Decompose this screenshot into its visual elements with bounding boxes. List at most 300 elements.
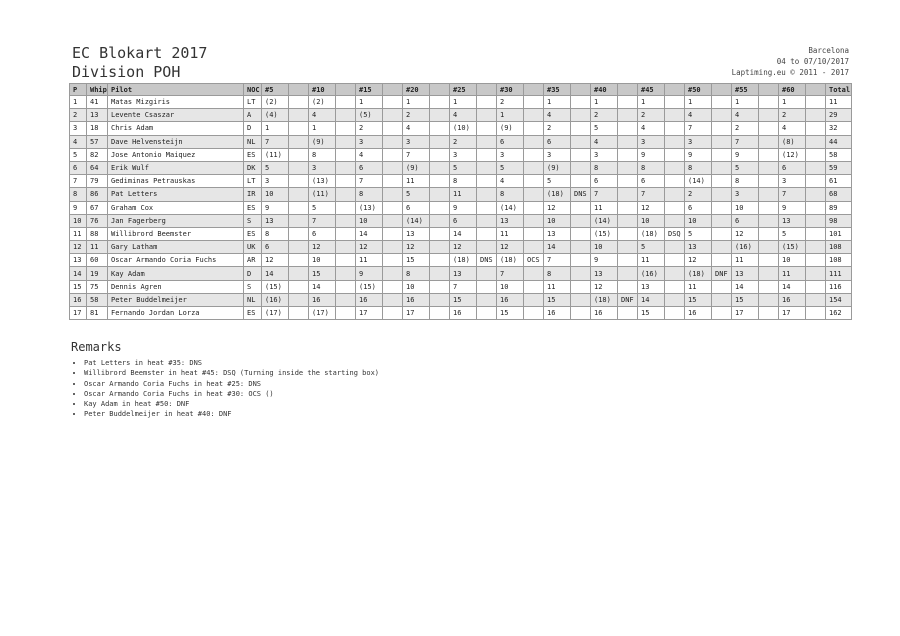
table-cell: 1 (262, 122, 289, 135)
table-cell: 1 (70, 96, 87, 109)
table-cell: 29 (826, 109, 852, 122)
table-cell: 12 (591, 280, 618, 293)
table-cell (571, 214, 591, 227)
table-cell (806, 96, 826, 109)
table-cell (477, 175, 497, 188)
table-cell: (18) (450, 254, 477, 267)
table-cell: 16 (70, 293, 87, 306)
table-cell: OCS (524, 254, 544, 267)
table-cell (289, 161, 309, 174)
table-cell: 9 (685, 148, 712, 161)
table-cell: 3 (638, 135, 665, 148)
table-cell (336, 135, 356, 148)
table-cell: 1 (591, 96, 618, 109)
table-cell (618, 135, 638, 148)
table-cell (712, 122, 732, 135)
table-cell (665, 241, 685, 254)
table-cell (571, 227, 591, 240)
column-header: #20 (403, 84, 430, 96)
table-cell: 5 (685, 227, 712, 240)
results-table (69, 83, 852, 320)
table-cell: 5 (591, 122, 618, 135)
table-cell (430, 307, 450, 320)
table-cell (806, 241, 826, 254)
table-cell: 13 (87, 109, 108, 122)
table-cell (665, 122, 685, 135)
table-cell: 4 (544, 109, 571, 122)
table-cell: 16 (309, 293, 336, 306)
table-cell: 89 (826, 201, 852, 214)
column-header: #50 (685, 84, 712, 96)
table-cell: 3 (779, 175, 806, 188)
table-cell (336, 96, 356, 109)
table-cell: 15 (732, 293, 759, 306)
table-cell: (8) (779, 135, 806, 148)
table-cell: (2) (262, 96, 289, 109)
table-cell: 3 (356, 135, 383, 148)
table-cell: 9 (591, 254, 618, 267)
table-cell (759, 227, 779, 240)
table-cell: 12 (638, 201, 665, 214)
table-cell (759, 135, 779, 148)
column-header (336, 84, 356, 96)
table-cell (336, 161, 356, 174)
table-cell (383, 161, 403, 174)
table-cell: 14 (638, 293, 665, 306)
table-cell (524, 96, 544, 109)
table-cell: 16 (497, 293, 524, 306)
table-row (70, 280, 852, 293)
table-cell: 9 (779, 201, 806, 214)
table-cell: 41 (87, 96, 108, 109)
table-cell (289, 96, 309, 109)
column-header: Pilot (108, 84, 244, 96)
table-cell: 12 (497, 241, 524, 254)
table-cell (806, 214, 826, 227)
table-cell (618, 175, 638, 188)
table-cell (336, 122, 356, 135)
table-cell (665, 254, 685, 267)
table-cell: 9 (450, 201, 477, 214)
table-cell: 1 (497, 109, 524, 122)
column-header: #5 (262, 84, 289, 96)
table-cell: 10 (638, 214, 665, 227)
table-cell: 59 (826, 161, 852, 174)
table-cell: 16 (356, 293, 383, 306)
table-cell: 6 (685, 201, 712, 214)
table-cell (759, 201, 779, 214)
table-cell: 13 (591, 267, 618, 280)
table-cell (477, 214, 497, 227)
table-cell: 16 (450, 307, 477, 320)
table-cell: 10 (544, 214, 571, 227)
table-row (70, 188, 852, 201)
column-header (759, 84, 779, 96)
table-cell (336, 254, 356, 267)
table-cell (477, 148, 497, 161)
table-cell: 7 (309, 214, 336, 227)
table-cell (524, 214, 544, 227)
table-cell: 5 (497, 161, 524, 174)
table-cell: Dennis Agren (108, 280, 244, 293)
column-header: #30 (497, 84, 524, 96)
table-cell (759, 96, 779, 109)
table-cell: 7 (450, 280, 477, 293)
table-cell: 82 (87, 148, 108, 161)
table-cell (618, 280, 638, 293)
table-cell: (18) (591, 293, 618, 306)
table-cell: 17 (403, 307, 430, 320)
table-cell: Willibrord Beemster (108, 227, 244, 240)
table-cell (571, 280, 591, 293)
table-row (70, 161, 852, 174)
table-cell: 7 (544, 254, 571, 267)
table-cell (477, 267, 497, 280)
table-cell (430, 241, 450, 254)
table-cell (383, 109, 403, 122)
table-cell: 4 (779, 122, 806, 135)
table-row (70, 135, 852, 148)
table-cell (806, 267, 826, 280)
column-header (665, 84, 685, 96)
table-cell: 7 (638, 188, 665, 201)
column-header (712, 84, 732, 96)
table-cell: (9) (309, 135, 336, 148)
table-cell (289, 214, 309, 227)
table-cell (712, 307, 732, 320)
column-header (289, 84, 309, 96)
table-cell: 4 (591, 135, 618, 148)
table-cell: 7 (591, 188, 618, 201)
table-cell: ES (244, 307, 262, 320)
table-cell: 10 (685, 214, 712, 227)
table-cell: 15 (544, 293, 571, 306)
table-cell: 13 (732, 267, 759, 280)
table-cell (383, 135, 403, 148)
table-cell (759, 148, 779, 161)
table-cell: 61 (826, 175, 852, 188)
event-title: EC Blokart 2017 (72, 44, 208, 62)
table-cell (383, 188, 403, 201)
remark-item: • Oscar Armando Coria Fuchs in heat #25: DNS (84, 379, 379, 389)
remark-item: • Peter Buddelmeijer in heat #40: DNF (84, 409, 379, 419)
table-cell: 64 (87, 161, 108, 174)
table-cell: 86 (87, 188, 108, 201)
table-cell (524, 135, 544, 148)
column-header (477, 84, 497, 96)
table-cell: (17) (262, 307, 289, 320)
table-cell: 8 (450, 175, 477, 188)
table-cell: Fernando Jordan Lorza (108, 307, 244, 320)
table-cell: 3 (262, 175, 289, 188)
table-cell (571, 109, 591, 122)
table-cell: 76 (87, 214, 108, 227)
column-header: #10 (309, 84, 336, 96)
table-cell: 4 (309, 109, 336, 122)
table-cell (524, 122, 544, 135)
table-cell: (5) (356, 109, 383, 122)
table-cell (383, 307, 403, 320)
table-cell (289, 267, 309, 280)
remarks-heading: Remarks (71, 340, 122, 354)
table-cell: (11) (309, 188, 336, 201)
table-cell: 79 (87, 175, 108, 188)
table-cell: 11 (87, 241, 108, 254)
table-cell: S (244, 214, 262, 227)
table-cell (806, 122, 826, 135)
table-cell (477, 280, 497, 293)
table-cell: 13 (544, 227, 571, 240)
table-cell: (18) (685, 267, 712, 280)
table-cell (665, 214, 685, 227)
table-cell: 57 (87, 135, 108, 148)
table-cell (571, 201, 591, 214)
table-cell: 7 (262, 135, 289, 148)
table-cell (524, 188, 544, 201)
table-cell: ES (244, 227, 262, 240)
table-cell: (10) (450, 122, 477, 135)
table-cell (477, 96, 497, 109)
table-cell (665, 135, 685, 148)
table-cell: 11 (638, 254, 665, 267)
column-header (571, 84, 591, 96)
table-cell: 2 (497, 96, 524, 109)
table-cell: 2 (403, 109, 430, 122)
table-cell (430, 267, 450, 280)
table-cell (524, 109, 544, 122)
table-cell (759, 280, 779, 293)
table-cell (336, 175, 356, 188)
table-cell: 8 (732, 175, 759, 188)
table-cell (618, 161, 638, 174)
table-cell: ES (244, 201, 262, 214)
table-cell (289, 307, 309, 320)
table-cell: (15) (262, 280, 289, 293)
table-cell: 12 (356, 241, 383, 254)
remark-item: • Oscar Armando Coria Fuchs in heat #30: OCS () (84, 389, 379, 399)
table-cell: 1 (356, 96, 383, 109)
table-cell: 10 (356, 214, 383, 227)
table-cell: 3 (70, 122, 87, 135)
column-header (430, 84, 450, 96)
table-cell: 11 (497, 227, 524, 240)
table-cell: 9 (638, 148, 665, 161)
table-cell (618, 254, 638, 267)
table-row (70, 122, 852, 135)
table-cell: (15) (356, 280, 383, 293)
table-cell (477, 135, 497, 148)
table-cell (383, 214, 403, 227)
table-cell: 15 (309, 267, 336, 280)
table-cell: 6 (591, 175, 618, 188)
table-cell: 10 (732, 201, 759, 214)
table-cell (289, 254, 309, 267)
table-cell: 15 (403, 254, 430, 267)
table-cell (618, 227, 638, 240)
table-cell (430, 161, 450, 174)
table-cell: Oscar Armando Coria Fuchs (108, 254, 244, 267)
table-row (70, 96, 852, 109)
table-cell: 4 (70, 135, 87, 148)
table-cell: (4) (262, 109, 289, 122)
table-cell (571, 241, 591, 254)
table-row (70, 254, 852, 267)
table-cell: 1 (732, 96, 759, 109)
table-cell (712, 161, 732, 174)
table-cell (712, 254, 732, 267)
table-cell: 13 (638, 280, 665, 293)
copyright-text: Laptiming.eu © 2011 - 2017 (731, 68, 849, 77)
table-cell: 17 (356, 307, 383, 320)
table-cell (806, 109, 826, 122)
column-header: #55 (732, 84, 759, 96)
table-cell: 6 (544, 135, 571, 148)
table-cell: 108 (826, 241, 852, 254)
table-cell: 15 (638, 307, 665, 320)
table-cell (665, 188, 685, 201)
table-cell (383, 122, 403, 135)
table-cell: Gary Latham (108, 241, 244, 254)
table-cell: (13) (356, 201, 383, 214)
table-cell (759, 188, 779, 201)
table-cell: (12) (779, 148, 806, 161)
table-cell: 3 (544, 148, 571, 161)
table-cell: (15) (591, 227, 618, 240)
table-cell: 7 (70, 175, 87, 188)
table-cell: 12 (685, 254, 712, 267)
table-cell: 10 (262, 188, 289, 201)
table-cell: UK (244, 241, 262, 254)
table-cell: 13 (70, 254, 87, 267)
table-cell: 11 (544, 280, 571, 293)
table-cell: 15 (685, 293, 712, 306)
table-cell: 16 (403, 293, 430, 306)
table-cell: Graham Cox (108, 201, 244, 214)
table-row (70, 293, 852, 306)
table-cell: (14) (591, 214, 618, 227)
table-cell: 5 (638, 241, 665, 254)
table-cell: 81 (87, 307, 108, 320)
column-header (618, 84, 638, 96)
table-cell: 6 (497, 135, 524, 148)
column-header: #35 (544, 84, 571, 96)
table-cell: NL (244, 135, 262, 148)
table-cell (759, 254, 779, 267)
table-cell (806, 201, 826, 214)
table-cell: 2 (638, 109, 665, 122)
table-cell: 111 (826, 267, 852, 280)
table-cell (289, 293, 309, 306)
table-cell: 9 (356, 267, 383, 280)
table-cell (806, 280, 826, 293)
table-cell: 1 (309, 122, 336, 135)
table-cell: 17 (732, 307, 759, 320)
table-cell: 16 (779, 293, 806, 306)
table-row (70, 109, 852, 122)
table-cell: 3 (497, 148, 524, 161)
table-cell (618, 96, 638, 109)
table-cell (383, 227, 403, 240)
table-cell: Pat Letters (108, 188, 244, 201)
table-cell: 15 (70, 280, 87, 293)
table-cell: 5 (262, 161, 289, 174)
table-cell: 4 (356, 148, 383, 161)
table-cell: 13 (779, 214, 806, 227)
table-cell (383, 254, 403, 267)
table-cell (759, 214, 779, 227)
column-header (383, 84, 403, 96)
table-cell: DNF (618, 293, 638, 306)
table-cell (712, 135, 732, 148)
table-cell: 1 (544, 96, 571, 109)
table-cell: 2 (591, 109, 618, 122)
column-header: NOC (244, 84, 262, 96)
table-cell: 7 (685, 122, 712, 135)
table-cell: 14 (732, 280, 759, 293)
table-cell: 7 (356, 175, 383, 188)
table-cell: 8 (403, 267, 430, 280)
table-cell: 3 (309, 161, 336, 174)
table-cell (383, 148, 403, 161)
table-cell (430, 188, 450, 201)
table-cell (806, 227, 826, 240)
table-cell: Matas Mizgiris (108, 96, 244, 109)
table-cell: 8 (497, 188, 524, 201)
table-cell: (9) (403, 161, 430, 174)
table-cell (759, 293, 779, 306)
table-cell: 10 (403, 280, 430, 293)
table-cell: 75 (87, 280, 108, 293)
header-info (732, 45, 849, 78)
table-cell: D (244, 267, 262, 280)
table-cell: 3 (685, 135, 712, 148)
table-cell (806, 188, 826, 201)
table-cell (712, 214, 732, 227)
table-cell (665, 293, 685, 306)
table-cell: 17 (70, 307, 87, 320)
table-cell: 11 (826, 96, 852, 109)
table-cell: 14 (779, 280, 806, 293)
table-cell: (18) (497, 254, 524, 267)
table-cell: 8 (685, 161, 712, 174)
table-cell (477, 227, 497, 240)
table-cell (618, 188, 638, 201)
table-cell: 9 (262, 201, 289, 214)
table-cell (383, 293, 403, 306)
table-cell: 101 (826, 227, 852, 240)
document-title (72, 44, 207, 82)
table-cell: 5 (450, 161, 477, 174)
table-cell (759, 267, 779, 280)
table-cell: AR (244, 254, 262, 267)
table-cell: 154 (826, 293, 852, 306)
table-cell (383, 96, 403, 109)
column-header: #40 (591, 84, 618, 96)
table-cell: 14 (262, 267, 289, 280)
table-cell (524, 227, 544, 240)
table-cell (289, 135, 309, 148)
table-cell (618, 214, 638, 227)
table-cell (289, 175, 309, 188)
table-cell (477, 293, 497, 306)
table-cell: 8 (262, 227, 289, 240)
table-cell: 1 (685, 96, 712, 109)
table-cell (571, 293, 591, 306)
table-cell: 13 (262, 214, 289, 227)
table-cell (665, 175, 685, 188)
table-cell: Erik Wulf (108, 161, 244, 174)
table-cell (571, 161, 591, 174)
